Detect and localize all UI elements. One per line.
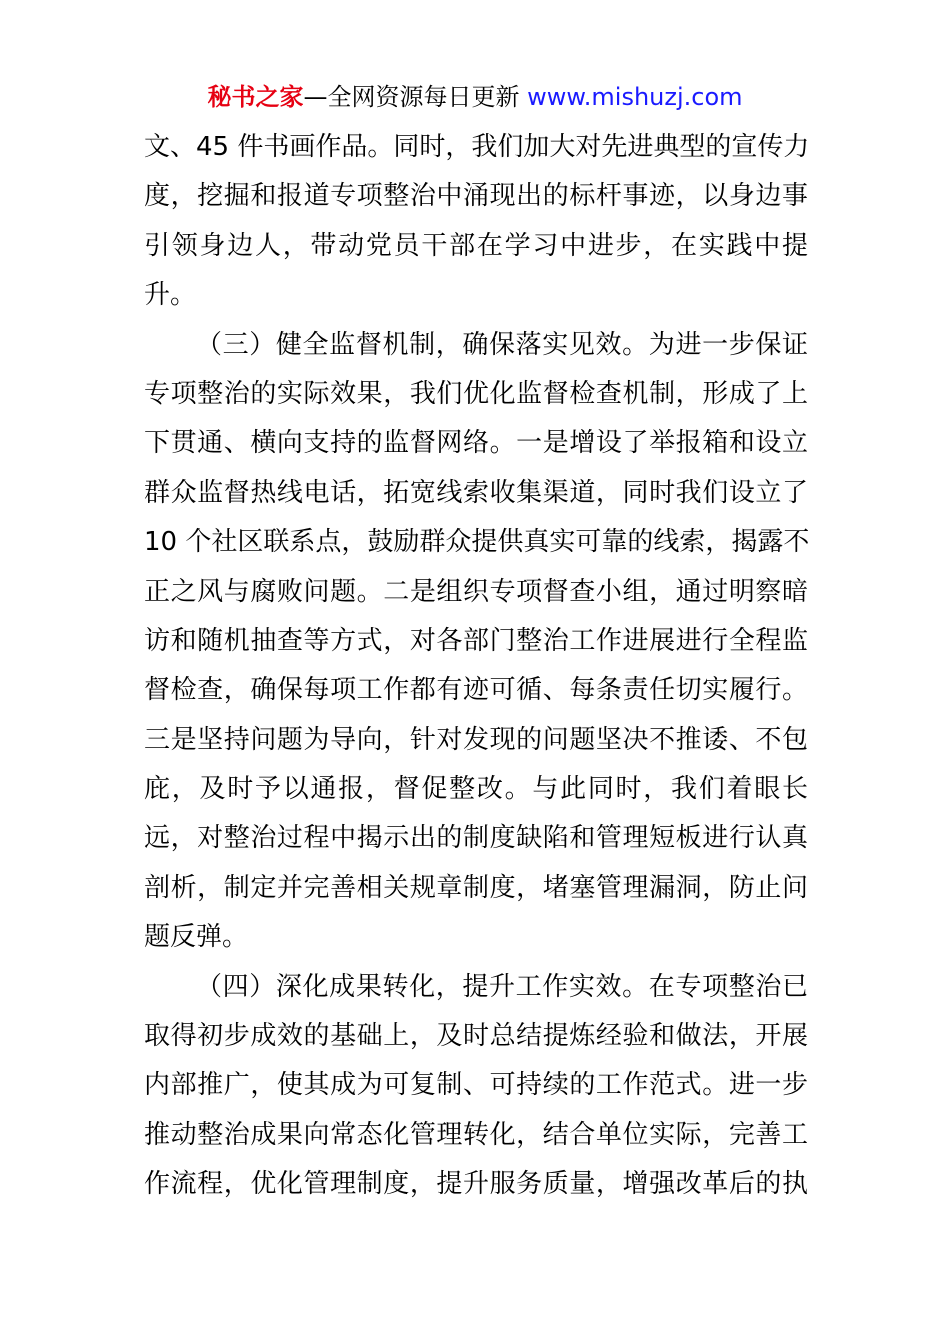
text-line: 剖析，制定并完善相关规章制度，堵塞管理漏洞，防止问 [144, 872, 808, 903]
text-line: 10 个社区联系点，鼓励群众提供真实可靠的线索，揭露不 [144, 527, 810, 558]
site-header [0, 80, 950, 114]
paragraph-first-line: （三）健全监督机制，确保落实见效。为进一步保证 [196, 329, 808, 360]
text-line: 作流程，优化管理制度，提升服务质量，增强改革后的执 [144, 1169, 808, 1200]
site-url-link[interactable]: www.mishuzj.com [527, 83, 743, 111]
text-line: 取得初步成效的基础上，及时总结提炼经验和做法，开展 [144, 1021, 808, 1052]
text-line: 度，挖掘和报道专项整治中涌现出的标杆事迹，以身边事 [144, 181, 808, 212]
text-line: 题反弹。 [144, 922, 249, 953]
text-line: 远，对整治过程中揭示出的制度缺陷和管理短板进行认真 [144, 823, 808, 854]
document-body [144, 123, 808, 1210]
text-line: 推动整治成果向常态化管理转化，结合单位实际，完善工 [144, 1119, 808, 1150]
site-tagline: —全网资源每日更新 [303, 83, 520, 111]
text-line: 文、45 件书画作品。同时，我们加大对先进典型的宣传力 [144, 132, 810, 162]
text-line: 正之风与腐败问题。二是组织专项督查小组，通过明察暗 [144, 576, 808, 607]
text-line: 专项整治的实际效果，我们优化监督检查机制，形成了上 [144, 378, 808, 409]
text-line: 下贯通、横向支持的监督网络。一是增设了举报箱和设立 [144, 428, 808, 459]
text-line: 引领身边人，带动党员干部在学习中进步，在实践中提 [144, 230, 808, 261]
text-line: 督检查，确保每项工作都有迹可循、每条责任切实履行。 [144, 675, 808, 706]
text-line: 升。 [144, 280, 197, 311]
site-brand: 秘书之家 [207, 83, 304, 111]
paragraph-first-line: （四）深化成果转化，提升工作实效。在专项整治已 [196, 971, 808, 1002]
text-line: 庇，及时予以通报，督促整改。与此同时，我们着眼长 [144, 774, 808, 805]
text-line: 群众监督热线电话，拓宽线索收集渠道，同时我们设立了 [144, 477, 808, 508]
text-line: 内部推广，使其成为可复制、可持续的工作范式。进一步 [144, 1070, 808, 1101]
text-line: 三是坚持问题为导向，针对发现的问题坚决不推诿、不包 [144, 724, 808, 755]
text-line: 访和随机抽查等方式，对各部门整治工作进展进行全程监 [144, 625, 808, 656]
